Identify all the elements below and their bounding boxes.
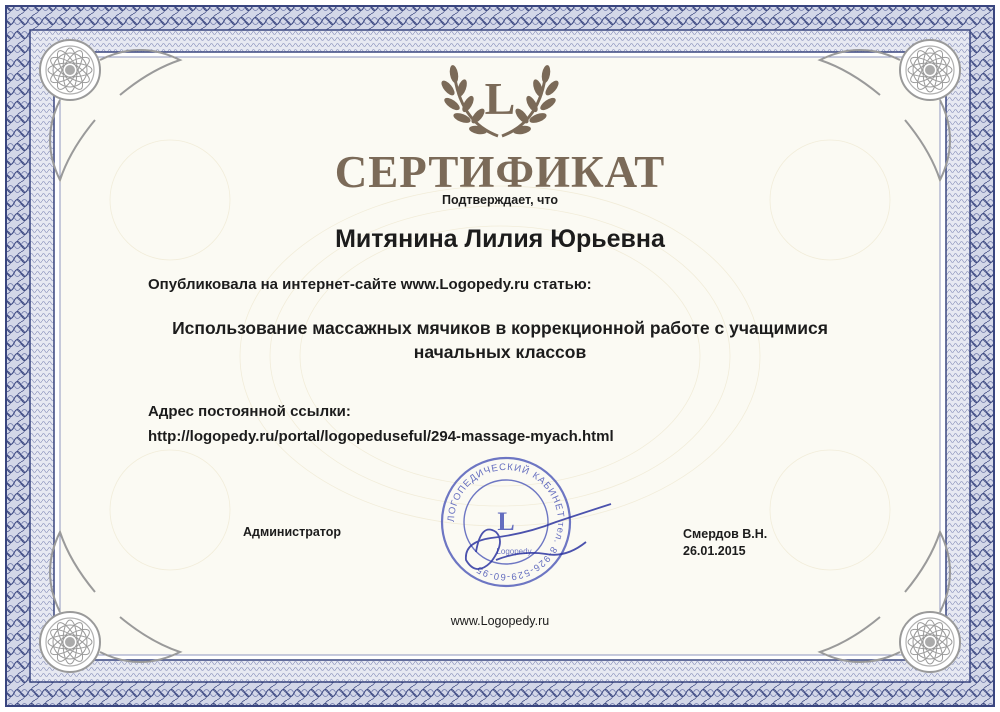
certificate-title: СЕРТИФИКАТ: [334, 147, 666, 197]
article-title-line2: начальных классов: [413, 342, 587, 362]
address-label: Адрес постоянной ссылки:: [148, 403, 351, 420]
published-text: Опубликовала на интернет-сайте www.Logopedy.ru статью:: [148, 276, 592, 293]
logo-letter: L: [484, 73, 516, 124]
administrator-label: Администратор: [243, 525, 342, 539]
stamp-letter: L: [497, 507, 515, 536]
article-title: [0, 316, 1000, 364]
permalink-url: http://logopedy.ru/portal/logopeduseful/294-massage-myach.html: [148, 428, 614, 445]
signature-date: 26.01.2015: [683, 544, 746, 558]
confirms-text: Подтверждает, что: [442, 193, 558, 207]
footer-site: www.Logopedy.ru: [450, 614, 550, 628]
article-title-line1: Использование массажных мячиков в коррекционной работе с учащимися: [172, 318, 828, 338]
recipient-name: Митянина Лилия Юрьевна: [335, 225, 665, 253]
stamp-icon: [436, 442, 636, 602]
laurel-logo-icon: [440, 52, 560, 144]
signer-name: Смердов В.Н.: [683, 527, 768, 541]
stamp-ring-text: ЛОГОПЕДИЧЕСКИЙ КАБИНЕТ тел. 8-926-529-60-95: [445, 461, 567, 583]
stamp-lower-text: Logopedy: [496, 547, 532, 556]
signer-block: [683, 526, 767, 560]
